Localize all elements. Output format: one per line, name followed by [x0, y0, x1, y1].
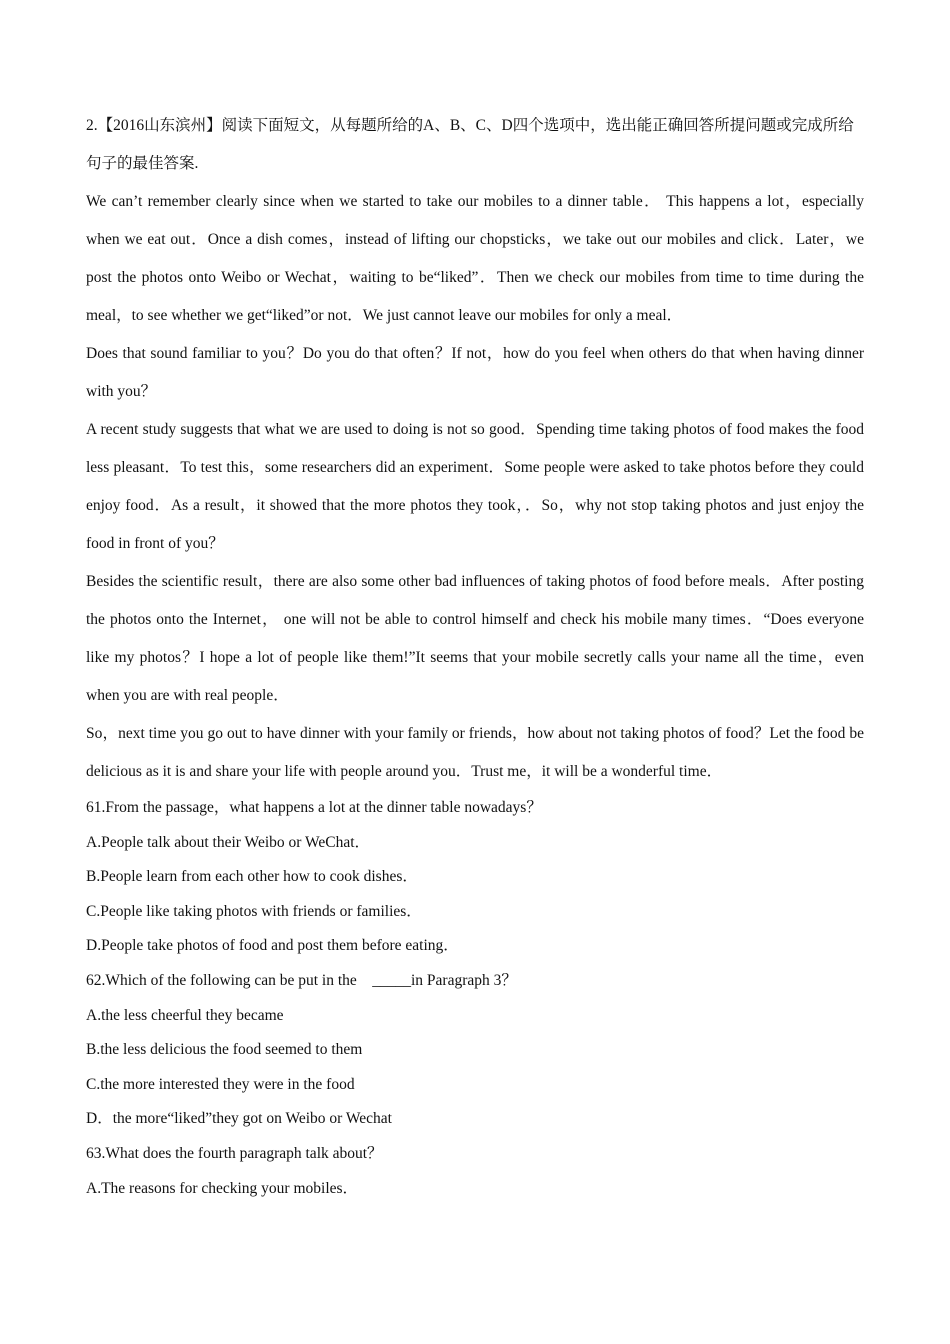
passage-paragraph-2: Does that sound familiar to you？Do you do that often？If not，how do you feel when others do that when having dinner with you？ [86, 345, 864, 400]
question-header: 2.【2016山东滨州】阅读下面短文，从每题所给的A、B、C、D四个选项中，选出能正确回答所提问题或完成所给句子的最佳答案. [86, 117, 854, 172]
question-62-option-a: A.the less cheerful they became [86, 1006, 284, 1024]
passage-paragraph-5: So，next time you go out to have dinner with your family or friends，how about not taking photos of food？Let the food be delicious as it is and share your life with people around you．Trust me，it will be a wonderful time． [86, 725, 864, 780]
question-62-option-c: C.the more interested they were in the food [86, 1075, 355, 1093]
passage-paragraph-3: A recent study suggests that what we are used to doing is not so good．Spending time taking photos of food makes the food less pleasant．To test this，some researchers did an experiment．Some people were asked to take photos before they could enjoy food．As a result，it showed that the more photos they took，．So，why not stop taking photos and just enjoy the food in front of you？ [86, 421, 864, 552]
passage-paragraph-1: We can’t remember clearly since when we started to take our mobiles to a dinner table． This happens a lot，especially when we eat out．Once a dish comes，instead of lifting our chopsticks，we take out our mobiles and click．Later，we post the photos onto Weibo or Wechat，waiting to be“liked”．Then we check our mobiles from time to time during the meal，to see whether we get“liked”or not．We just cannot leave our mobiles for only a meal． [86, 193, 864, 324]
question-61-stem: 61.From the passage，what happens a lot at the dinner table nowadays？ [86, 799, 542, 816]
question-61-option-b: B.People learn from each other how to cook dishes． [86, 868, 418, 886]
question-61-option-a: A.People talk about their Weibo or WeChat． [86, 833, 371, 851]
question-63-option-a: A.The reasons for checking your mobiles． [86, 1179, 359, 1197]
document-page [86, 107, 864, 1206]
question-61-option-c: C.People like taking photos with friends or families． [86, 902, 422, 920]
question-62-stem: 62.Which of the following can be put in the _____in Paragraph 3？ [86, 971, 517, 989]
question-63-stem: 63.What does the fourth paragraph talk about？ [86, 1144, 383, 1162]
passage-paragraph-4: Besides the scientific result，there are also some other bad influences of taking photos of food before meals．After posting the photos onto the Internet， one will not be able to control himself and check his mobile many times．“Does everyone like my photos？I hope a lot of people like them!”It seems that your mobile secretly calls your name all the time，even when you are with real people． [86, 573, 864, 704]
question-62-option-d: D．the more“liked”they got on Weibo or Wechat [86, 1110, 392, 1128]
question-61-option-d: D.People take photos of food and post them before eating． [86, 937, 459, 955]
question-62-option-b: B.the less delicious the food seemed to them [86, 1041, 363, 1059]
